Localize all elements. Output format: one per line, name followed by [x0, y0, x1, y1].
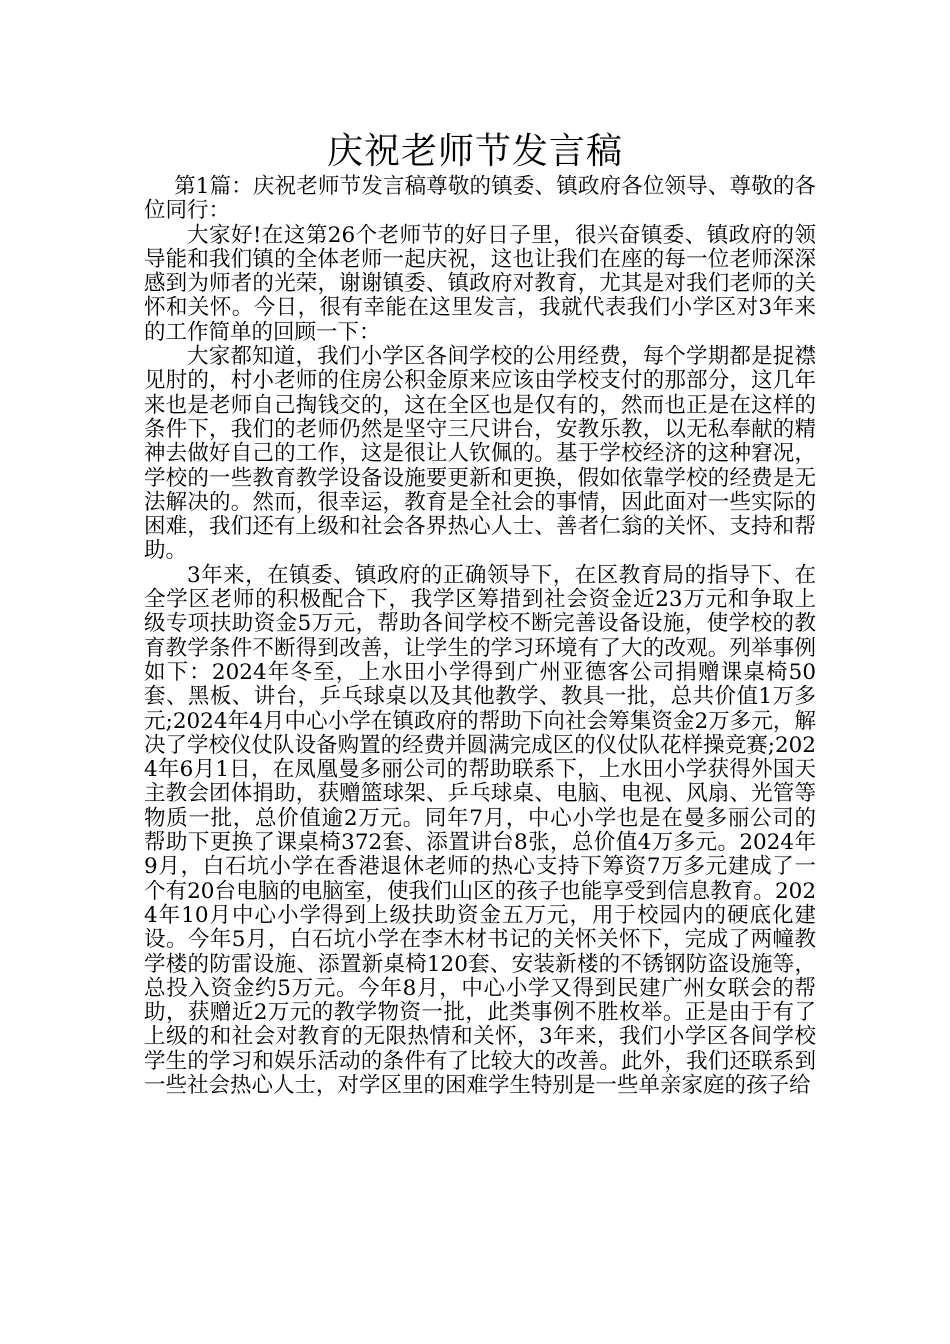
document-title: 庆祝老师节发言稿 [326, 131, 623, 172]
paragraph-funding-situation: 大家都知道，我们小学区各间学校的公用经费，每个学期都是捉襟见肘的，村小老师的住房公积金原来应该由学校支付的那部分，这几年来也是老师自己掏钱交的，这在全区也是仅有的，然而也正是在这样的条件下，我们的老师仍然是坚守三尺讲台，安教乐教，以无私奉献的精神去做好自己的工作，这是很让人钦佩的。基于学校经济的这种窘况，学校的一些教育教学设备设施要更新和更换，假如依靠学校的经费是无法解决的。然而，很幸运，教育是全社会的事情，因此面对一些实际的困难，我们还有上级和社会各界热心人士、善者仁翁的关怀、支持和帮助。 [144, 344, 816, 564]
paragraph-greeting: 大家好!在这第26个老师节的好日子里，很兴奋镇委、镇政府的领导能和我们镇的全体老师一起庆祝，这也让我们在座的每一位老师深深感到为师者的光荣，谢谢镇委、镇政府对教育，尤其是对我们老师的关怀和关怀。今日，很有幸能在这里发言，我就代表我们小学区对3年来的工作简单的回顾一下： [144, 222, 816, 345]
paragraph-achievements: 3年来，在镇委、镇政府的正确领导下，在区教育局的指导下、在全学区老师的积极配合下，我学区筹措到社会资金近23万元和争取上级专项扶助资金5万元，帮助各间学校不断完善设备设施，使学校的教育教学条件不断得到改善，让学生的学习环境有了大的改观。列举事例如下：2024年冬至，上水田小学得到广州亚德客公司捐赠课桌椅50套、黑板、讲台，乒乓球桌以及其他教学、教具一批，总共价值1万多元;2024年4月中心小学在镇政府的帮助下向社会筹集资金2万多元，解决了学校仪仗队设备购置的经费并圆满完成区的仪仗队花样操竞赛;2024年6月1日，在凤凰曼多丽公司的帮助联系下，上水田小学获得外国天主教会团体捐助，获赠篮球架、乒乓球桌、电脑、电视、风扇、光管等物质一批，总价值逾2万元。同年7月，中心小学也是在曼多丽公司的帮助下更换了课桌椅372套、添置讲台8张，总价值4万多元。2024年9月，白石坑小学在香港退休老师的热心支持下筹资7万多元建成了一个有20台电脑的电脑室，使我们山区的孩子也能享受到信息教育。2024年10月中心小学得到上级扶助资金五万元，用于校园内的硬底化建设。今年5月，白石坑小学在李木材书记的关怀关怀下，完成了两幢教学楼的防雷设施、添置新桌椅120套、安装新楼的不锈钢防盗设施等，总投入资金约5万元。今年8月，中心小学又得到民建广州女联会的帮助，获赠近2万元的教学物资一批，此类事例不胜枚举。正是由于有了上级的和社会对教育的无限热情和关怀，3年来，我们小学区各间学校学生的学习和娱乐活动的条件有了比较大的改善。此外，我们还联系到一些社会热心人士，对学区里的困难学生特别是一些单亲家庭的孩子给 [144, 562, 816, 1098]
paragraph-intro: 第1篇：庆祝老师节发言稿尊敬的镇委、镇政府各位领导、尊敬的各位同行： [144, 174, 816, 224]
document-body [144, 175, 816, 1098]
